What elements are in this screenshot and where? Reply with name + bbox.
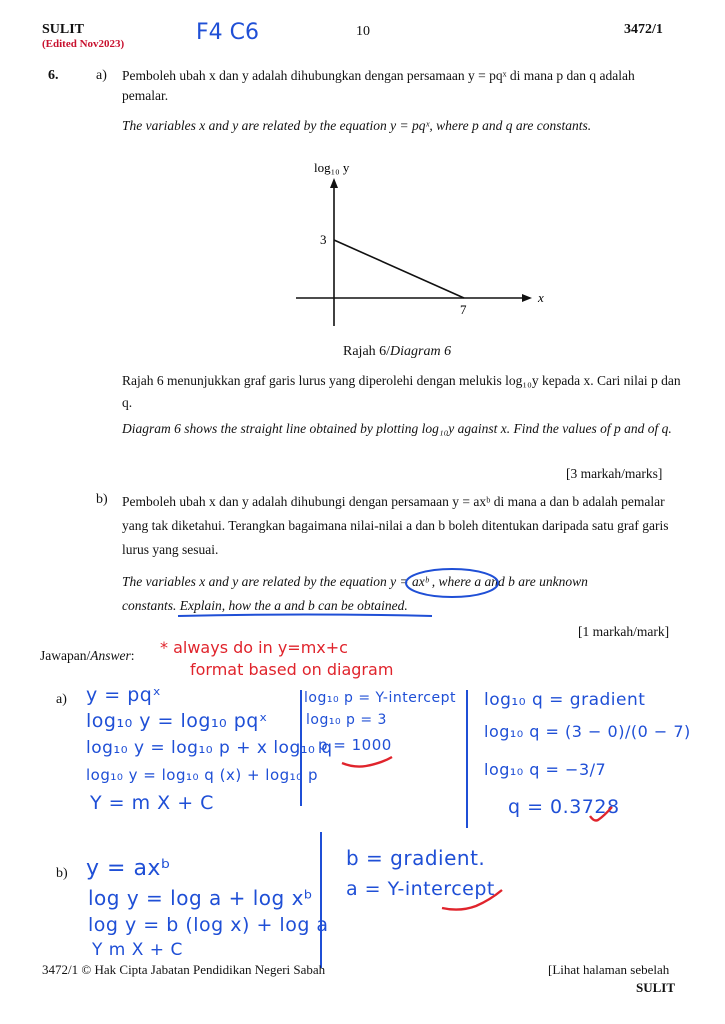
b-col1-line2: log y = log a + log xᵇ <box>88 886 313 910</box>
b-col2-line1: b = gradient. <box>346 846 486 870</box>
part-a-english: The variables x and y are related by the equation y = pqˣ, where p and q are constants. <box>122 118 592 133</box>
note-line-1: * always do in y=mx+c <box>160 638 348 657</box>
answer-label: Jawapan/Answer: <box>40 648 135 663</box>
header-sulit: SULIT <box>42 22 85 37</box>
a-col1-line2: log₁₀ y = log₁₀ pqˣ <box>86 710 268 732</box>
x-axis-arrow <box>522 294 532 302</box>
answer-b-label: b) <box>56 866 68 881</box>
diagram-caption <box>343 344 451 360</box>
x-intercept-label: 7 <box>460 302 467 317</box>
underline-mark <box>176 612 436 620</box>
divider-1 <box>296 688 306 808</box>
a-col2-line1: log₁₀ p = Y-intercept <box>304 690 456 706</box>
part-a-task-malay: Rajah 6 menunjukkan graf garis lurus yang diperolehi dengan melukis log₁₀y kepada x. Cari nilai p dan q. <box>122 373 681 410</box>
tick-mark-q <box>588 804 614 826</box>
caption-english: Diagram 6 <box>390 344 452 359</box>
a-col2-line2: log₁₀ p = 3 <box>306 712 387 728</box>
diagram-6 <box>280 150 560 330</box>
page-number: 10 <box>356 24 370 39</box>
data-line <box>334 240 464 298</box>
a-col2-line3: p = 1000 <box>318 736 392 754</box>
b-col1-line1: y = axᵇ <box>86 856 171 881</box>
b-col1-line4: Y m X + C <box>92 940 183 960</box>
a-col1-line5: Y = m X + C <box>90 792 214 814</box>
a-col3-line1: log₁₀ q = gradient <box>484 690 646 710</box>
part-b-malay: Pemboleh ubah x dan y adalah dihubungi dengan persamaan y = axᵇ di mana a dan b adalah pemalar yang tak diketahui. Terangkan bagaimana nilai-nilai a dan b boleh ditentukan daripada satu graf garis lurus yang sesuai. <box>122 494 669 557</box>
paper-code: 3472/1 <box>624 22 663 37</box>
tick-mark-b <box>440 886 506 914</box>
part-a-malay: Pemboleh ubah x dan y adalah dihubungkan dengan persamaan y = pqˣ di mana p dan q adalah pemalar. <box>122 68 635 103</box>
a-col3-line2: log₁₀ q = (3 − 0)/(0 − 7) <box>484 722 691 741</box>
divider-3 <box>316 830 326 970</box>
a-col1-line4: log₁₀ y = log₁₀ q (x) + log₁₀ p <box>86 766 318 784</box>
a-col3-line3: log₁₀ q = −3/7 <box>484 760 607 779</box>
a-col3-line4: q = 0.3728 <box>508 796 620 818</box>
answer-label-malay: Jawapan/ <box>40 648 91 663</box>
y-axis-label: log₁₀ y <box>314 160 350 175</box>
footer-sulit: SULIT <box>636 980 676 995</box>
b-col1-line3: log y = b (log x) + log a <box>88 914 329 936</box>
y-axis-arrow <box>330 178 338 188</box>
tick-mark-p <box>340 754 396 770</box>
a-col1-line3: log₁₀ y = log₁₀ p + x log₁₀ q <box>86 738 333 758</box>
footer-next-page: [Lihat halaman sebelah <box>548 962 670 977</box>
answer-a-label: a) <box>56 692 67 707</box>
part-b-marks: [1 markah/mark] <box>578 624 670 639</box>
equation-circle <box>400 564 510 604</box>
part-a-task-english: Diagram 6 shows the straight line obtained by plotting log₁₀y against x. Find the values of p and of q. <box>122 421 672 436</box>
part-a-marks: [3 markah/marks] <box>566 466 663 481</box>
part-b-english-2: constants. Explain, how the a and b can be obtained. <box>122 598 408 613</box>
b-col2-line2: a = Y-intercept <box>346 878 495 900</box>
a-col1-line1: y = pqˣ <box>86 684 162 706</box>
handwritten-tag: F4 C6 <box>196 20 260 45</box>
note-line-2: format based on diagram <box>190 660 394 679</box>
part-b-english-1: The variables x and y are related by the equation y = axᵇ , where a and b are unknown <box>122 574 588 589</box>
part-b-label: b) <box>96 492 108 507</box>
answer-label-english: Answer <box>90 648 131 663</box>
edited-note: (Edited Nov2023) <box>42 38 125 50</box>
question-number: 6. <box>48 68 59 83</box>
divider-2 <box>462 688 472 830</box>
footer-copyright: 3472/1 © Hak Cipta Jabatan Pendidikan Negeri Sabah <box>42 962 326 977</box>
x-axis-label: x <box>538 290 544 305</box>
caption-malay: Rajah 6/ <box>343 344 391 359</box>
part-a-label: a) <box>96 68 107 83</box>
y-intercept-label: 3 <box>320 232 327 247</box>
